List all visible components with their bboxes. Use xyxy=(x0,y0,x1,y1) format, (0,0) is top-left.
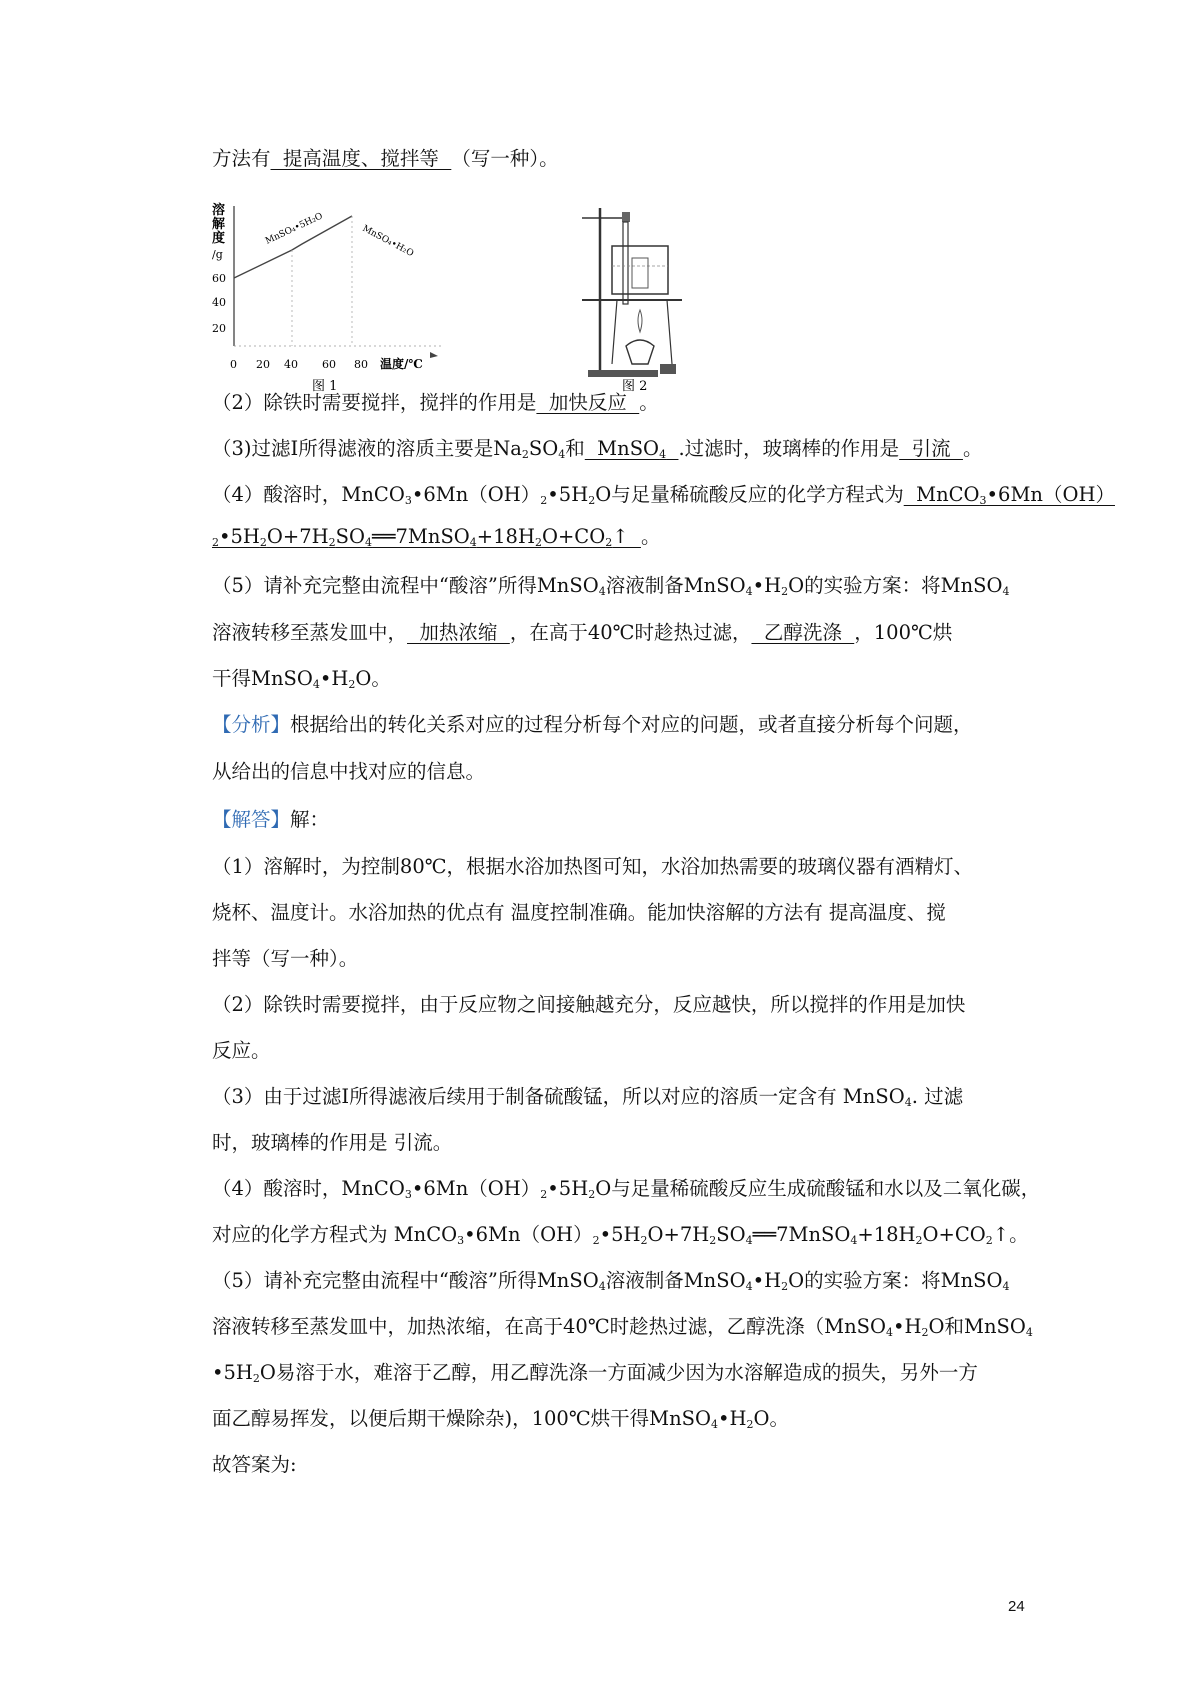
text-line-method xyxy=(212,144,1042,174)
x-tick-label: 40 xyxy=(284,358,298,371)
question-4-line1: （4）酸溶时，$MnCO_3•6Mn(OH)_2•5H_2O$与足量稀硫酸反应的化学方程式为 MnCO$_3$•6Mn（OH） xyxy=(212,483,1115,507)
subscript: 4 xyxy=(558,448,566,461)
stand-base xyxy=(588,370,658,377)
thermometer-icon xyxy=(623,222,628,304)
x-tick-label: 60 xyxy=(322,358,336,371)
answer-blank: $_2•5H_2O+7H_2SO_4══7MnSO_4+18H_2O+CO_2↑$ xyxy=(212,525,641,549)
text: （写一种）。 xyxy=(451,147,559,170)
question-5-line2: 溶液转移至蒸发皿中， 加热浓缩 ，在高于40℃时趁热过滤， 乙醇洗涤 ，100℃烘 xyxy=(212,621,953,644)
analysis-tag: 【分析】 xyxy=(212,713,291,736)
test-tube-icon xyxy=(632,258,648,288)
answer-blank: 引流 xyxy=(899,437,963,460)
x-axis-arrow xyxy=(430,352,438,358)
x-axis-label: 温度/℃ xyxy=(380,357,423,371)
y-tick-label: 20 xyxy=(212,322,226,335)
text: 和 xyxy=(565,437,585,460)
figure-caption: 图 2 xyxy=(622,379,648,394)
answer-3-line2: 时，玻璃棒的作用是 引流。 xyxy=(212,1131,453,1154)
question-2 xyxy=(212,388,1042,418)
text: SO xyxy=(528,437,559,460)
text: （4）酸溶时，MnCO xyxy=(212,483,405,506)
answer-4-line1: （4）酸溶时，$MnCO_3•6Mn(OH)_2•5H_2O$与足量稀硫酸反应生成硫酸锰和水以及二氧化碳， xyxy=(212,1177,1041,1201)
y-label-char: 溶 xyxy=(212,203,226,218)
flame-icon xyxy=(638,310,642,332)
figure-area xyxy=(212,196,752,418)
question-3 xyxy=(212,434,1042,464)
text: 。 xyxy=(639,391,659,414)
beaker-icon xyxy=(612,246,668,294)
answer-blank: 提高温度、搅拌等 xyxy=(270,147,452,170)
y-label-char: 解 xyxy=(212,217,226,232)
text: 。 xyxy=(962,437,983,460)
analysis-line2: 从给出的信息中找对应的信息。 xyxy=(212,760,486,783)
y-tick-label: 60 xyxy=(212,272,226,285)
alcohol-lamp-icon xyxy=(626,340,654,364)
x-tick-label: 80 xyxy=(354,358,368,371)
x-tick-label: 0 xyxy=(230,358,237,371)
answer-5-line1: （5）请补充完整由流程中“酸溶”所得MnSO$_4$溶液制备$MnSO_4•H_2O$的实验方案：将MnSO$_4$ xyxy=(212,1269,1010,1293)
tripod-leg xyxy=(667,300,672,364)
answer-3-line1: （3）由于过滤Ⅰ所得滤液后续用于制备硫酸锰，所以对应的溶质一定含有 MnSO$_4$. 过滤 xyxy=(212,1085,964,1109)
answer-2-line1: （2）除铁时需要搅拌，由于反应物之间接触越充分，反应越快，所以搅拌的作用是加快 xyxy=(212,993,966,1016)
answer-blank: 加快反应 xyxy=(536,391,640,414)
answer-blank: MnCO$_3$•6Mn（OH） xyxy=(903,483,1115,507)
clamp-head xyxy=(622,212,630,222)
answer-1-line3: 拌等（写一种）。 xyxy=(212,947,359,970)
tripod-leg xyxy=(612,300,617,364)
answer-5-line2: 溶液转移至蒸发皿中，加热浓缩，在高于40℃时趁热过滤，乙醇洗涤（$MnSO_4•H_2O$和MnSO$_4$ xyxy=(212,1315,1033,1339)
answer-4-line2: 对应的化学方程式为 $MnCO_3•6Mn(OH)_2•5H_2O+7H_2SO_4══7MnSO_4+18H_2O+CO_2↑$。 xyxy=(212,1223,1029,1247)
analysis-line1: 【分析】根据给出的转化关系对应的过程分析每个对应的问题，或者直接分析每个问题， xyxy=(212,713,973,736)
answer-blank: 乙醇洗涤 xyxy=(751,621,855,644)
curve-label: MnSO₄•5H₂O xyxy=(264,211,325,247)
answer-blank: 加热浓缩 xyxy=(407,621,510,644)
text: （3)过滤Ⅰ所得滤液的溶质主要是Na xyxy=(212,437,522,460)
text: 。 xyxy=(640,525,661,548)
text: （2）除铁时需要搅拌，搅拌的作用是 xyxy=(212,391,537,414)
solubility-figure xyxy=(212,196,752,418)
text: .过滤时，玻璃棒的作用是 xyxy=(678,437,900,460)
y-label-char: /g xyxy=(212,248,223,261)
y-label-char: 度 xyxy=(212,231,226,246)
answer-blank: MnSO$_4$ xyxy=(584,437,667,461)
answer-1-line1: （1）溶解时，为控制80℃，根据水浴加热图可知，水浴加热需要的玻璃仪器有酒精灯、 xyxy=(212,855,974,878)
answer-5-line3: $•5H_2O$易溶于水，难溶于乙醇，用乙醇洗涤一方面减少因为水溶解造成的损失，另外一方 xyxy=(212,1361,978,1385)
answer-2-line2: 反应。 xyxy=(212,1039,271,1062)
y-tick-label: 40 xyxy=(212,296,226,309)
question-4-line2 xyxy=(212,522,1042,552)
answer-1-line2: 烧杯、温度计。水浴加热的优点有 温度控制准确。能加快溶解的方法有 提高温度、搅 xyxy=(212,901,946,924)
answer-5-line4: 面乙醇易挥发，以便后期干燥除杂)，100℃烘干得$MnSO_4•H_2O$。 xyxy=(212,1407,790,1431)
curve-label: MnSO₄•H₂O xyxy=(360,223,416,260)
question-5-line1: （5）请补充完整由流程中“酸溶”所得MnSO$_4$溶液制备$MnSO_4•H_2O$的实验方案：将MnSO$_4$ xyxy=(212,574,1010,598)
text: 方法有 xyxy=(212,147,271,170)
x-tick-label: 20 xyxy=(256,358,270,371)
figure-caption: 图 1 xyxy=(312,379,338,394)
conclusion-line: 故答案为: xyxy=(212,1453,297,1476)
page-number: 24 xyxy=(1008,1598,1025,1615)
water-bath-apparatus xyxy=(582,208,682,394)
question-5-line3: 干得$MnSO_4•H_2O$。 xyxy=(212,667,391,691)
answer-heading: 【解答】解： xyxy=(212,808,330,831)
lamp-stand xyxy=(660,364,676,374)
answer-tag: 【解答】 xyxy=(212,808,291,831)
subscript: 2 xyxy=(521,448,529,461)
